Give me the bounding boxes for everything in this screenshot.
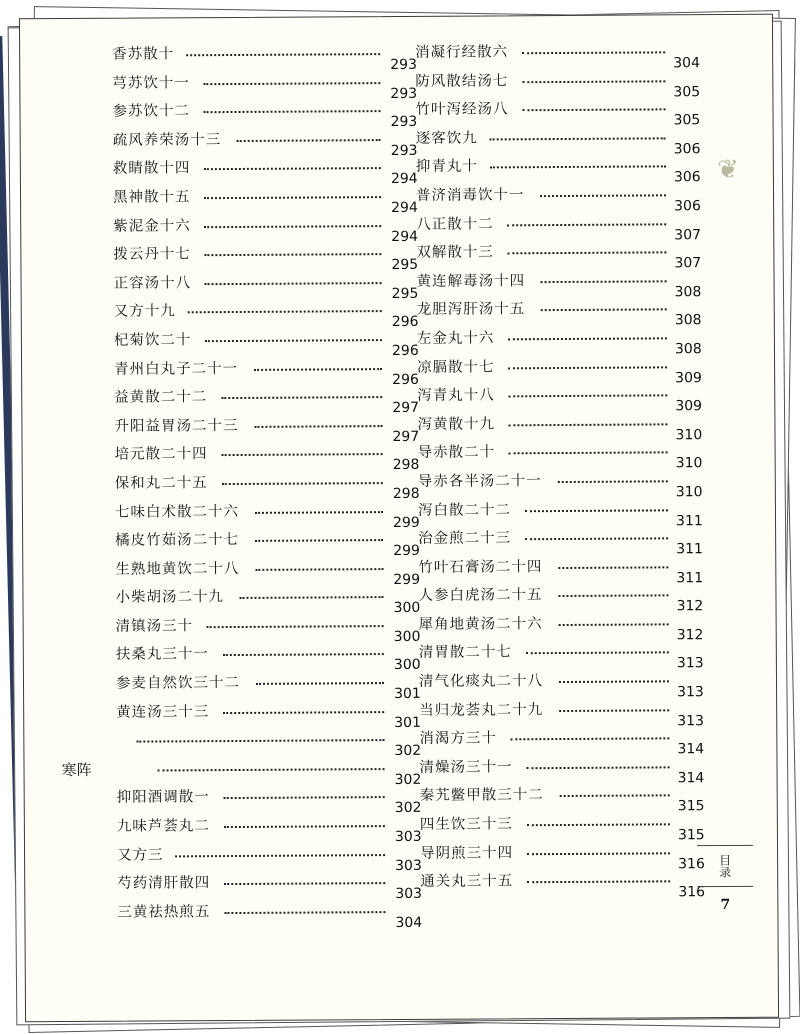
toc-entry xyxy=(115,611,446,645)
entry-page-number: 310 xyxy=(675,455,703,472)
entry-page-number: 295 xyxy=(391,257,419,274)
toc-entry xyxy=(116,725,446,760)
entry-page-number: 296 xyxy=(391,314,419,331)
toc-entry xyxy=(117,868,447,903)
entry-page-number: 305 xyxy=(673,83,701,100)
leader-dots xyxy=(522,78,665,83)
leader-dots xyxy=(204,194,382,199)
entry-page-number: 316 xyxy=(678,855,705,872)
entry-page-number: 308 xyxy=(674,283,702,301)
toc-entry xyxy=(113,296,444,331)
entry-title: 寒阵 xyxy=(61,760,92,779)
entry-title: 橘皮竹茹汤二十七 xyxy=(115,532,240,549)
leader-dots xyxy=(236,137,381,142)
entry-title: 香苏散十 xyxy=(112,46,175,63)
entry-title: 参麦自然饮三十二 xyxy=(115,675,241,692)
entry-title: 三黄祛热煎五 xyxy=(117,903,211,921)
entry-page-number: 300 xyxy=(393,600,421,617)
tab-rule xyxy=(697,886,753,887)
entry-title: 拨云丹十七 xyxy=(113,246,191,263)
entry-title: 双解散十三 xyxy=(416,244,494,262)
entry-page-number: 307 xyxy=(674,226,702,243)
entry-title: 泻白散二十二 xyxy=(417,501,512,519)
toc-entry xyxy=(115,553,445,588)
entry-page-number: 297 xyxy=(392,400,420,417)
leader-dots xyxy=(203,165,381,170)
toc-entry xyxy=(417,352,717,386)
entry-page-number: 299 xyxy=(393,571,421,588)
leader-dots xyxy=(558,478,668,483)
entry-page-number: 296 xyxy=(391,342,419,359)
toc-entry xyxy=(112,96,442,131)
toc-entry xyxy=(115,525,445,560)
entry-title: 治金煎二十三 xyxy=(418,530,512,547)
section-label: 目录 xyxy=(717,853,732,879)
entry-title: 青州白丸子二十一 xyxy=(114,360,239,378)
toc-entry xyxy=(415,37,715,72)
leader-dots xyxy=(490,164,666,169)
toc-entry xyxy=(418,609,719,644)
leader-dots xyxy=(507,335,667,340)
entry-page-number: 302 xyxy=(394,800,422,817)
entry-page-number: 311 xyxy=(676,541,703,558)
leader-dots xyxy=(224,880,385,885)
toc-entry xyxy=(416,209,716,243)
tab-rule xyxy=(697,845,753,846)
entry-title: 当归龙荟丸二十九 xyxy=(419,701,544,719)
entry-page-number: 298 xyxy=(392,457,420,474)
leader-dots xyxy=(256,680,384,685)
entry-title: 疏风养荣汤十三 xyxy=(112,131,222,149)
toc-entry xyxy=(115,582,445,617)
toc-entry xyxy=(112,153,443,188)
entry-title: 普济消毒饮十一 xyxy=(415,187,525,204)
entry-title: 清气化痰丸二十八 xyxy=(418,673,544,690)
leader-dots xyxy=(527,879,670,884)
entry-page-number: 293 xyxy=(390,114,418,131)
toc-entry xyxy=(112,125,443,159)
toc-entry xyxy=(116,782,447,817)
leader-dots xyxy=(204,280,382,285)
leader-dots xyxy=(204,251,382,256)
toc-entry xyxy=(114,353,444,388)
toc-entry xyxy=(418,666,719,701)
leader-dots xyxy=(507,250,667,255)
entry-title: 扶桑丸三十一 xyxy=(115,646,209,664)
entry-page-number: 295 xyxy=(391,285,419,302)
entry-title: 清镇汤三十 xyxy=(115,618,194,635)
toc-entry xyxy=(112,182,443,217)
toc-entry xyxy=(419,723,719,758)
leader-dots xyxy=(560,793,670,798)
toc-entry xyxy=(113,210,443,245)
entry-title: 生熟地黄饮二十八 xyxy=(115,560,240,578)
entry-page-number: 300 xyxy=(393,657,421,674)
entry-title: 人参白虎汤二十五 xyxy=(418,587,543,605)
toc-entry xyxy=(114,410,444,445)
toc-entry xyxy=(114,382,444,417)
leader-dots xyxy=(507,221,667,226)
entry-page-number: 311 xyxy=(676,569,704,586)
entry-page-number: 303 xyxy=(395,857,422,874)
toc-entry xyxy=(115,639,446,674)
toc-entry xyxy=(416,294,717,329)
entry-title: 逐客饮九 xyxy=(415,130,478,147)
leader-dots xyxy=(559,678,669,683)
leader-dots xyxy=(508,421,668,426)
leader-dots xyxy=(222,480,383,485)
entry-title: 导赤各半汤二十一 xyxy=(417,473,542,490)
entry-page-number: 294 xyxy=(391,199,418,217)
toc-entry xyxy=(420,838,720,872)
toc-entry xyxy=(114,496,445,531)
entry-page-number: 308 xyxy=(674,341,702,358)
entry-page-number: 302 xyxy=(394,743,422,760)
leader-dots xyxy=(490,135,666,140)
toc-entry xyxy=(415,66,715,100)
page-number: 7 xyxy=(720,896,731,914)
leader-dots xyxy=(255,566,383,571)
entry-title: 抑阳酒调散一 xyxy=(116,789,210,807)
leader-dots xyxy=(558,593,668,598)
toc-entry xyxy=(416,237,716,272)
entry-page-number: 294 xyxy=(390,171,418,188)
entry-title: 泻黄散十九 xyxy=(417,416,495,433)
entry-title: 凉膈散十七 xyxy=(417,358,495,376)
toc-entry xyxy=(415,180,716,215)
toc-entry xyxy=(416,323,717,358)
entry-page-number: 311 xyxy=(675,512,703,529)
leader-dots xyxy=(522,107,665,112)
entry-title: 导赤散二十 xyxy=(417,444,496,462)
entry-title: 消凝行经散六 xyxy=(415,44,509,61)
entry-page-number: 306 xyxy=(673,169,701,186)
leader-dots xyxy=(136,737,384,743)
toc-entry xyxy=(417,495,718,529)
leader-dots xyxy=(239,594,384,599)
toc-entry xyxy=(112,67,442,102)
entry-page-number: 304 xyxy=(673,55,701,72)
toc-entry xyxy=(116,811,447,846)
entry-page-number: 315 xyxy=(677,827,705,844)
leader-dots xyxy=(527,821,670,826)
entry-page-number: 308 xyxy=(674,312,702,329)
leader-dots xyxy=(558,564,668,569)
leader-dots xyxy=(175,852,386,857)
entry-page-number: 314 xyxy=(677,741,705,758)
toc-right-column xyxy=(415,37,720,901)
entry-page-number: 296 xyxy=(392,371,419,388)
entry-title: 杞菊饮二十 xyxy=(113,332,192,349)
toc-entry xyxy=(418,580,718,615)
toc-entry xyxy=(417,466,718,501)
leader-dots xyxy=(559,707,669,712)
entry-page-number: 313 xyxy=(677,712,705,729)
leader-dots xyxy=(224,823,385,828)
entry-page-number: 315 xyxy=(677,798,705,815)
leader-dots xyxy=(223,652,384,657)
entry-title: 紫泥金十六 xyxy=(113,217,191,235)
leader-dots xyxy=(508,364,668,369)
entry-page-number: 302 xyxy=(394,771,422,788)
entry-page-number: 309 xyxy=(675,369,702,386)
toc-entry xyxy=(417,437,718,472)
leader-dots xyxy=(203,80,381,85)
entry-page-number: 293 xyxy=(390,85,418,102)
entry-page-number: 310 xyxy=(675,484,703,501)
leader-dots xyxy=(540,192,667,197)
entry-title: 参苏饮十二 xyxy=(112,103,191,120)
entry-title: 救睛散十四 xyxy=(112,160,191,178)
leader-dots xyxy=(510,736,670,741)
leader-dots xyxy=(527,850,670,855)
entry-page-number: 316 xyxy=(678,884,706,901)
entry-page-number: 306 xyxy=(674,198,701,215)
leader-dots xyxy=(525,507,668,512)
toc-entry xyxy=(116,696,446,731)
entry-page-number: 301 xyxy=(394,685,421,703)
toc-entry xyxy=(112,39,442,74)
toc-entry xyxy=(418,552,718,586)
leader-dots xyxy=(158,766,385,771)
entry-page-number: 312 xyxy=(676,627,704,644)
toc-entry xyxy=(418,638,719,672)
entry-page-number: 309 xyxy=(675,398,703,415)
entry-page-number: 294 xyxy=(391,228,419,245)
leader-dots xyxy=(223,709,384,714)
entry-page-number: 307 xyxy=(674,255,702,272)
leader-dots xyxy=(188,308,382,313)
entry-title: 保和丸二十五 xyxy=(114,475,208,492)
entry-title: 竹叶泻经汤八 xyxy=(415,101,509,119)
entry-title: 黄连解毒汤十四 xyxy=(416,272,526,290)
entry-page-number: 299 xyxy=(392,514,420,531)
entry-page-number: 293 xyxy=(390,142,418,159)
toc-entry xyxy=(117,897,447,931)
entry-page-number: 297 xyxy=(392,428,420,445)
entry-page-number: 305 xyxy=(673,112,701,129)
leader-dots xyxy=(203,108,381,113)
toc-entry xyxy=(419,695,719,729)
leader-dots xyxy=(224,909,385,914)
toc-entry xyxy=(418,523,718,558)
leader-dots xyxy=(255,537,383,542)
leader-dots xyxy=(186,51,380,56)
entry-page-number: 301 xyxy=(394,714,422,731)
entry-page-number: 303 xyxy=(395,886,423,903)
entry-title: 芎苏饮十一 xyxy=(112,74,190,92)
leaf-icon: ❦ xyxy=(716,154,739,186)
toc-entry xyxy=(417,380,717,415)
entry-page-number: 313 xyxy=(677,684,704,701)
toc-entry xyxy=(113,239,443,274)
toc-entry xyxy=(115,668,446,703)
entry-title: 黑神散十五 xyxy=(112,189,191,206)
entry-title: 又方三 xyxy=(117,847,164,864)
entry-page-number: 310 xyxy=(675,426,703,444)
entry-page-number: 303 xyxy=(394,828,422,846)
entry-page-number: 314 xyxy=(677,769,705,787)
entry-page-number: 299 xyxy=(393,542,420,560)
toc-entry xyxy=(113,325,444,359)
leader-dots xyxy=(526,650,669,655)
entry-title: 通关丸三十五 xyxy=(420,873,514,891)
toc-left-column xyxy=(61,39,447,931)
leader-dots xyxy=(204,337,382,342)
leader-dots xyxy=(527,764,670,769)
section-tab xyxy=(695,845,755,913)
entry-page-number: 306 xyxy=(673,140,701,158)
leader-dots xyxy=(254,366,382,371)
toc-entry xyxy=(416,266,716,301)
entry-title: 龙胆泻肝汤十五 xyxy=(416,301,526,319)
leader-dots xyxy=(559,621,669,626)
toc-entry xyxy=(415,94,715,129)
entry-title: 培元散二十四 xyxy=(114,446,208,464)
toc-entry xyxy=(113,267,443,302)
entry-title: 导阴煎三十四 xyxy=(420,844,514,862)
toc-entry xyxy=(419,780,720,815)
entry-title: 消渴方三十 xyxy=(419,730,497,748)
entry-title: 防风散结汤七 xyxy=(415,72,509,90)
toc-entry xyxy=(419,752,719,787)
entry-title: 抑青丸十 xyxy=(415,158,478,176)
entry-title: 九味芦荟丸二 xyxy=(116,818,210,835)
toc-entry xyxy=(415,151,716,186)
entry-title: 小柴胡汤二十九 xyxy=(115,589,225,607)
leader-dots xyxy=(221,394,382,399)
entry-page-number: 298 xyxy=(392,485,420,502)
entry-title: 清胃散二十七 xyxy=(418,644,512,662)
entry-title: 芍药清肝散四 xyxy=(117,875,211,892)
leader-dots xyxy=(508,392,668,397)
leader-dots xyxy=(525,535,668,540)
entry-page-number: 313 xyxy=(676,655,704,672)
toc-entry xyxy=(417,409,717,444)
toc-entry xyxy=(61,754,446,788)
leader-dots xyxy=(508,450,668,455)
entry-title: 清燥汤三十一 xyxy=(419,759,513,776)
entry-title: 益黄散二十二 xyxy=(114,389,208,406)
leader-dots xyxy=(522,49,665,54)
leader-dots xyxy=(206,623,384,628)
entry-title: 黄连汤三十三 xyxy=(116,703,210,721)
entry-page-number: 293 xyxy=(390,56,418,74)
entry-title: 犀角地黄汤二十六 xyxy=(418,615,543,633)
toc-entry xyxy=(419,809,720,844)
toc-entry xyxy=(114,468,445,502)
leader-dots xyxy=(222,451,383,456)
leader-dots xyxy=(204,223,382,228)
entry-title: 正容汤十八 xyxy=(113,275,192,292)
entry-title: 竹叶石膏汤二十四 xyxy=(418,558,543,576)
entry-page-number: 304 xyxy=(395,914,423,931)
toc-entry xyxy=(117,839,447,874)
entry-title: 升阳益胃汤二十三 xyxy=(114,417,239,435)
entry-page-number: 312 xyxy=(676,598,704,615)
entry-title: 八正散十二 xyxy=(416,215,494,233)
leader-dots xyxy=(254,423,382,428)
entry-title: 七味白术散二十六 xyxy=(114,503,240,521)
toc-entry xyxy=(114,439,445,474)
leader-dots xyxy=(540,278,667,283)
entry-title: 秦艽鳖甲散三十二 xyxy=(419,787,544,805)
toc-page xyxy=(19,14,779,1023)
toc-entry xyxy=(420,866,720,901)
leader-dots xyxy=(224,795,385,800)
leader-dots xyxy=(255,509,383,514)
entry-title: 泻青丸十八 xyxy=(417,387,495,405)
entry-page-number: 300 xyxy=(393,628,421,645)
entry-title: 四生饮三十三 xyxy=(419,816,513,833)
entry-title: 左金丸十六 xyxy=(416,330,495,347)
entry-title: 又方十九 xyxy=(113,303,176,321)
leader-dots xyxy=(540,307,667,312)
toc-entry xyxy=(415,123,716,158)
